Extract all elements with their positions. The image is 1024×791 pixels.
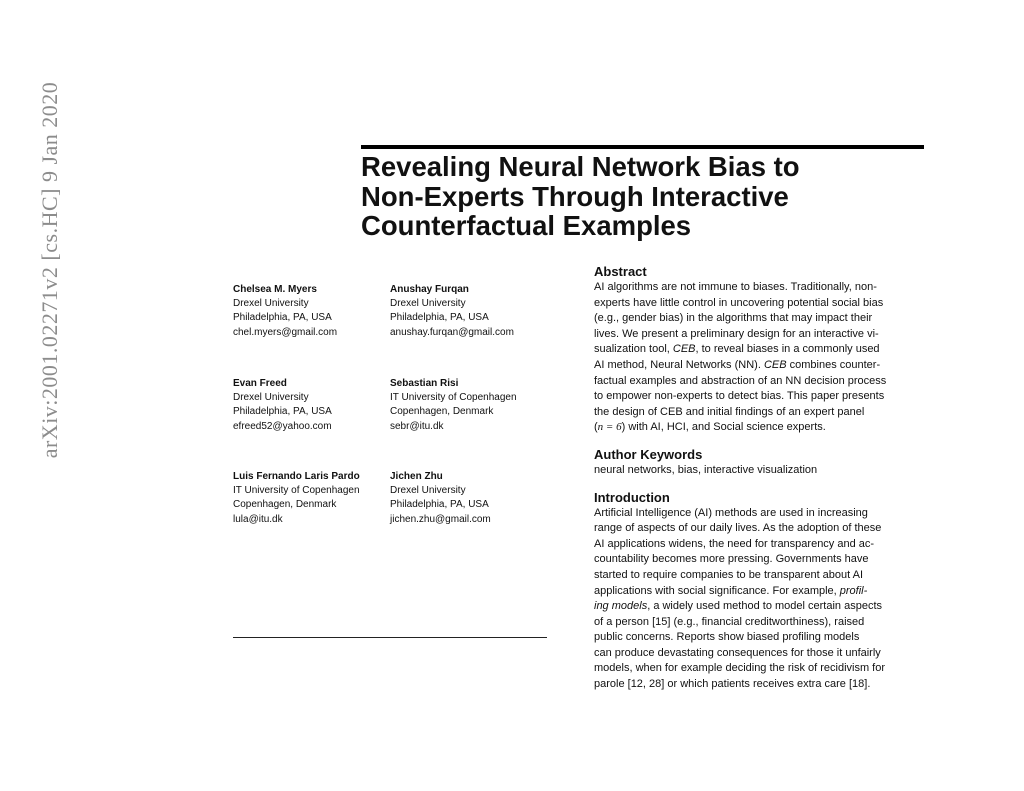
author-affiliation: Drexel University <box>233 298 309 310</box>
intro-line: of a person [15] (e.g., financial creditworthiness), raised <box>594 615 865 628</box>
ceb-emphasis: CEB <box>763 358 787 371</box>
author-block-myers <box>233 283 337 340</box>
author-block-zhu <box>390 470 491 527</box>
author-block-furqan <box>390 283 514 340</box>
author-location: Copenhagen, Denmark <box>233 499 337 511</box>
title-rule <box>361 145 924 149</box>
author-email[interactable]: sebr@itu.dk <box>390 420 444 432</box>
intro-line: models, when for example deciding the risk of recidivism for <box>594 662 886 675</box>
intro-line: countability becomes more pressing. Governments have <box>594 553 869 566</box>
abstract-line-part: AI method, Neural Networks (NN). <box>594 358 764 371</box>
author-email[interactable]: anushay.furqan@gmail.com <box>390 326 514 338</box>
intro-line: parole [12, 28] or which patients receives extra care [18]. <box>594 678 871 691</box>
intro-line: started to require companies to be transparent about AI <box>594 568 864 581</box>
intro-line-part: applications with social significance. For example, <box>594 584 840 597</box>
author-affiliation: Drexel University <box>233 392 309 404</box>
abstract-heading: Abstract <box>594 264 647 279</box>
abstract-line <box>594 420 914 436</box>
abstract-body <box>594 280 914 436</box>
abstract-line-part: , to reveal biases in a commonly used <box>695 343 880 356</box>
abstract-line: lives. We present a preliminary design for an interactive vi- <box>594 327 879 340</box>
abstract-line: experts have little control in uncovering potential social bias <box>594 296 884 309</box>
keywords-text: neural networks, bias, interactive visualization <box>594 463 818 476</box>
author-location: Philadelphia, PA, USA <box>390 499 489 511</box>
author-location: Philadelphia, PA, USA <box>233 406 332 418</box>
intro-line <box>594 584 914 600</box>
intro-line: public concerns. Reports show biased profiling models <box>594 631 860 644</box>
keywords-section <box>594 446 914 479</box>
abstract-line <box>594 342 914 358</box>
author-location: Copenhagen, Denmark <box>390 406 494 418</box>
author-name: Evan Freed <box>233 378 287 389</box>
introduction-body <box>594 506 914 693</box>
keywords-heading: Author Keywords <box>594 446 703 462</box>
author-name: Anushay Furqan <box>390 284 469 295</box>
intro-line: range of aspects of our daily lives. As the adoption of these <box>594 522 882 535</box>
author-email[interactable]: lula@itu.dk <box>233 513 283 525</box>
abstract-line: factual examples and abstraction of an NN decision process <box>594 374 887 387</box>
intro-line: can produce devastating consequences for those it unfairly <box>594 646 881 659</box>
abstract-section <box>594 263 914 436</box>
paper-title <box>361 152 921 241</box>
abstract-line-part: combines counter- <box>786 358 881 371</box>
keywords-body <box>594 463 914 479</box>
author-affiliation: IT University of Copenhagen <box>233 485 360 497</box>
title-line: Revealing Neural Network Bias to <box>361 151 800 182</box>
footnote-rule <box>233 637 547 638</box>
author-affiliation: IT University of Copenhagen <box>390 392 517 404</box>
intro-line: Artificial Intelligence (AI) methods are used in increasing <box>594 506 868 519</box>
author-block-freed <box>233 377 332 434</box>
abstract-line-part: ) with AI, HCI, and Social science experts. <box>621 421 826 434</box>
introduction-section <box>594 489 914 693</box>
math-expression: n = 6 <box>597 421 622 434</box>
abstract-line <box>594 358 914 374</box>
title-line: Counterfactual Examples <box>361 210 692 241</box>
author-name: Jichen Zhu <box>390 471 443 482</box>
author-location: Philadelphia, PA, USA <box>390 312 489 324</box>
arxiv-identifier-stamp: arXiv:2001.02271v2 [cs.HC] 9 Jan 2020 <box>37 81 62 459</box>
intro-line <box>594 599 914 615</box>
main-text-column <box>594 263 914 693</box>
profiling-emphasis: ing models <box>594 600 648 613</box>
author-email[interactable]: chel.myers@gmail.com <box>233 326 338 338</box>
author-email[interactable]: efreed52@yahoo.com <box>233 420 332 432</box>
abstract-line: the design of CEB and initial findings of an expert panel <box>594 405 865 418</box>
author-name: Luis Fernando Laris Pardo <box>233 471 360 482</box>
intro-line-part: , a widely used method to model certain aspects <box>647 600 882 613</box>
title-line: Non-Experts Through Interactive <box>361 180 789 212</box>
author-name: Sebastian Risi <box>390 378 459 389</box>
abstract-line-part: sualization tool, <box>594 343 673 356</box>
abstract-line: (e.g., gender bias) in the algorithms that may impact their <box>594 312 873 325</box>
abstract-line: to empower non-experts to detect bias. This paper presents <box>594 390 885 403</box>
abstract-line: AI algorithms are not immune to biases. Traditionally, non- <box>594 281 877 293</box>
author-email[interactable]: jichen.zhu@gmail.com <box>390 513 491 525</box>
author-block-risi <box>390 377 517 434</box>
author-location: Philadelphia, PA, USA <box>233 312 332 324</box>
author-affiliation: Drexel University <box>390 485 466 497</box>
author-affiliation: Drexel University <box>390 298 466 310</box>
ceb-emphasis: CEB <box>672 343 696 356</box>
abstract-line-part: ( <box>594 421 598 434</box>
author-name: Chelsea M. Myers <box>233 284 317 295</box>
profiling-emphasis: profil- <box>839 584 868 597</box>
introduction-heading: Introduction <box>594 489 670 505</box>
intro-line: AI applications widens, the need for transparency and ac- <box>594 537 875 550</box>
author-block-laris-pardo <box>233 470 360 527</box>
